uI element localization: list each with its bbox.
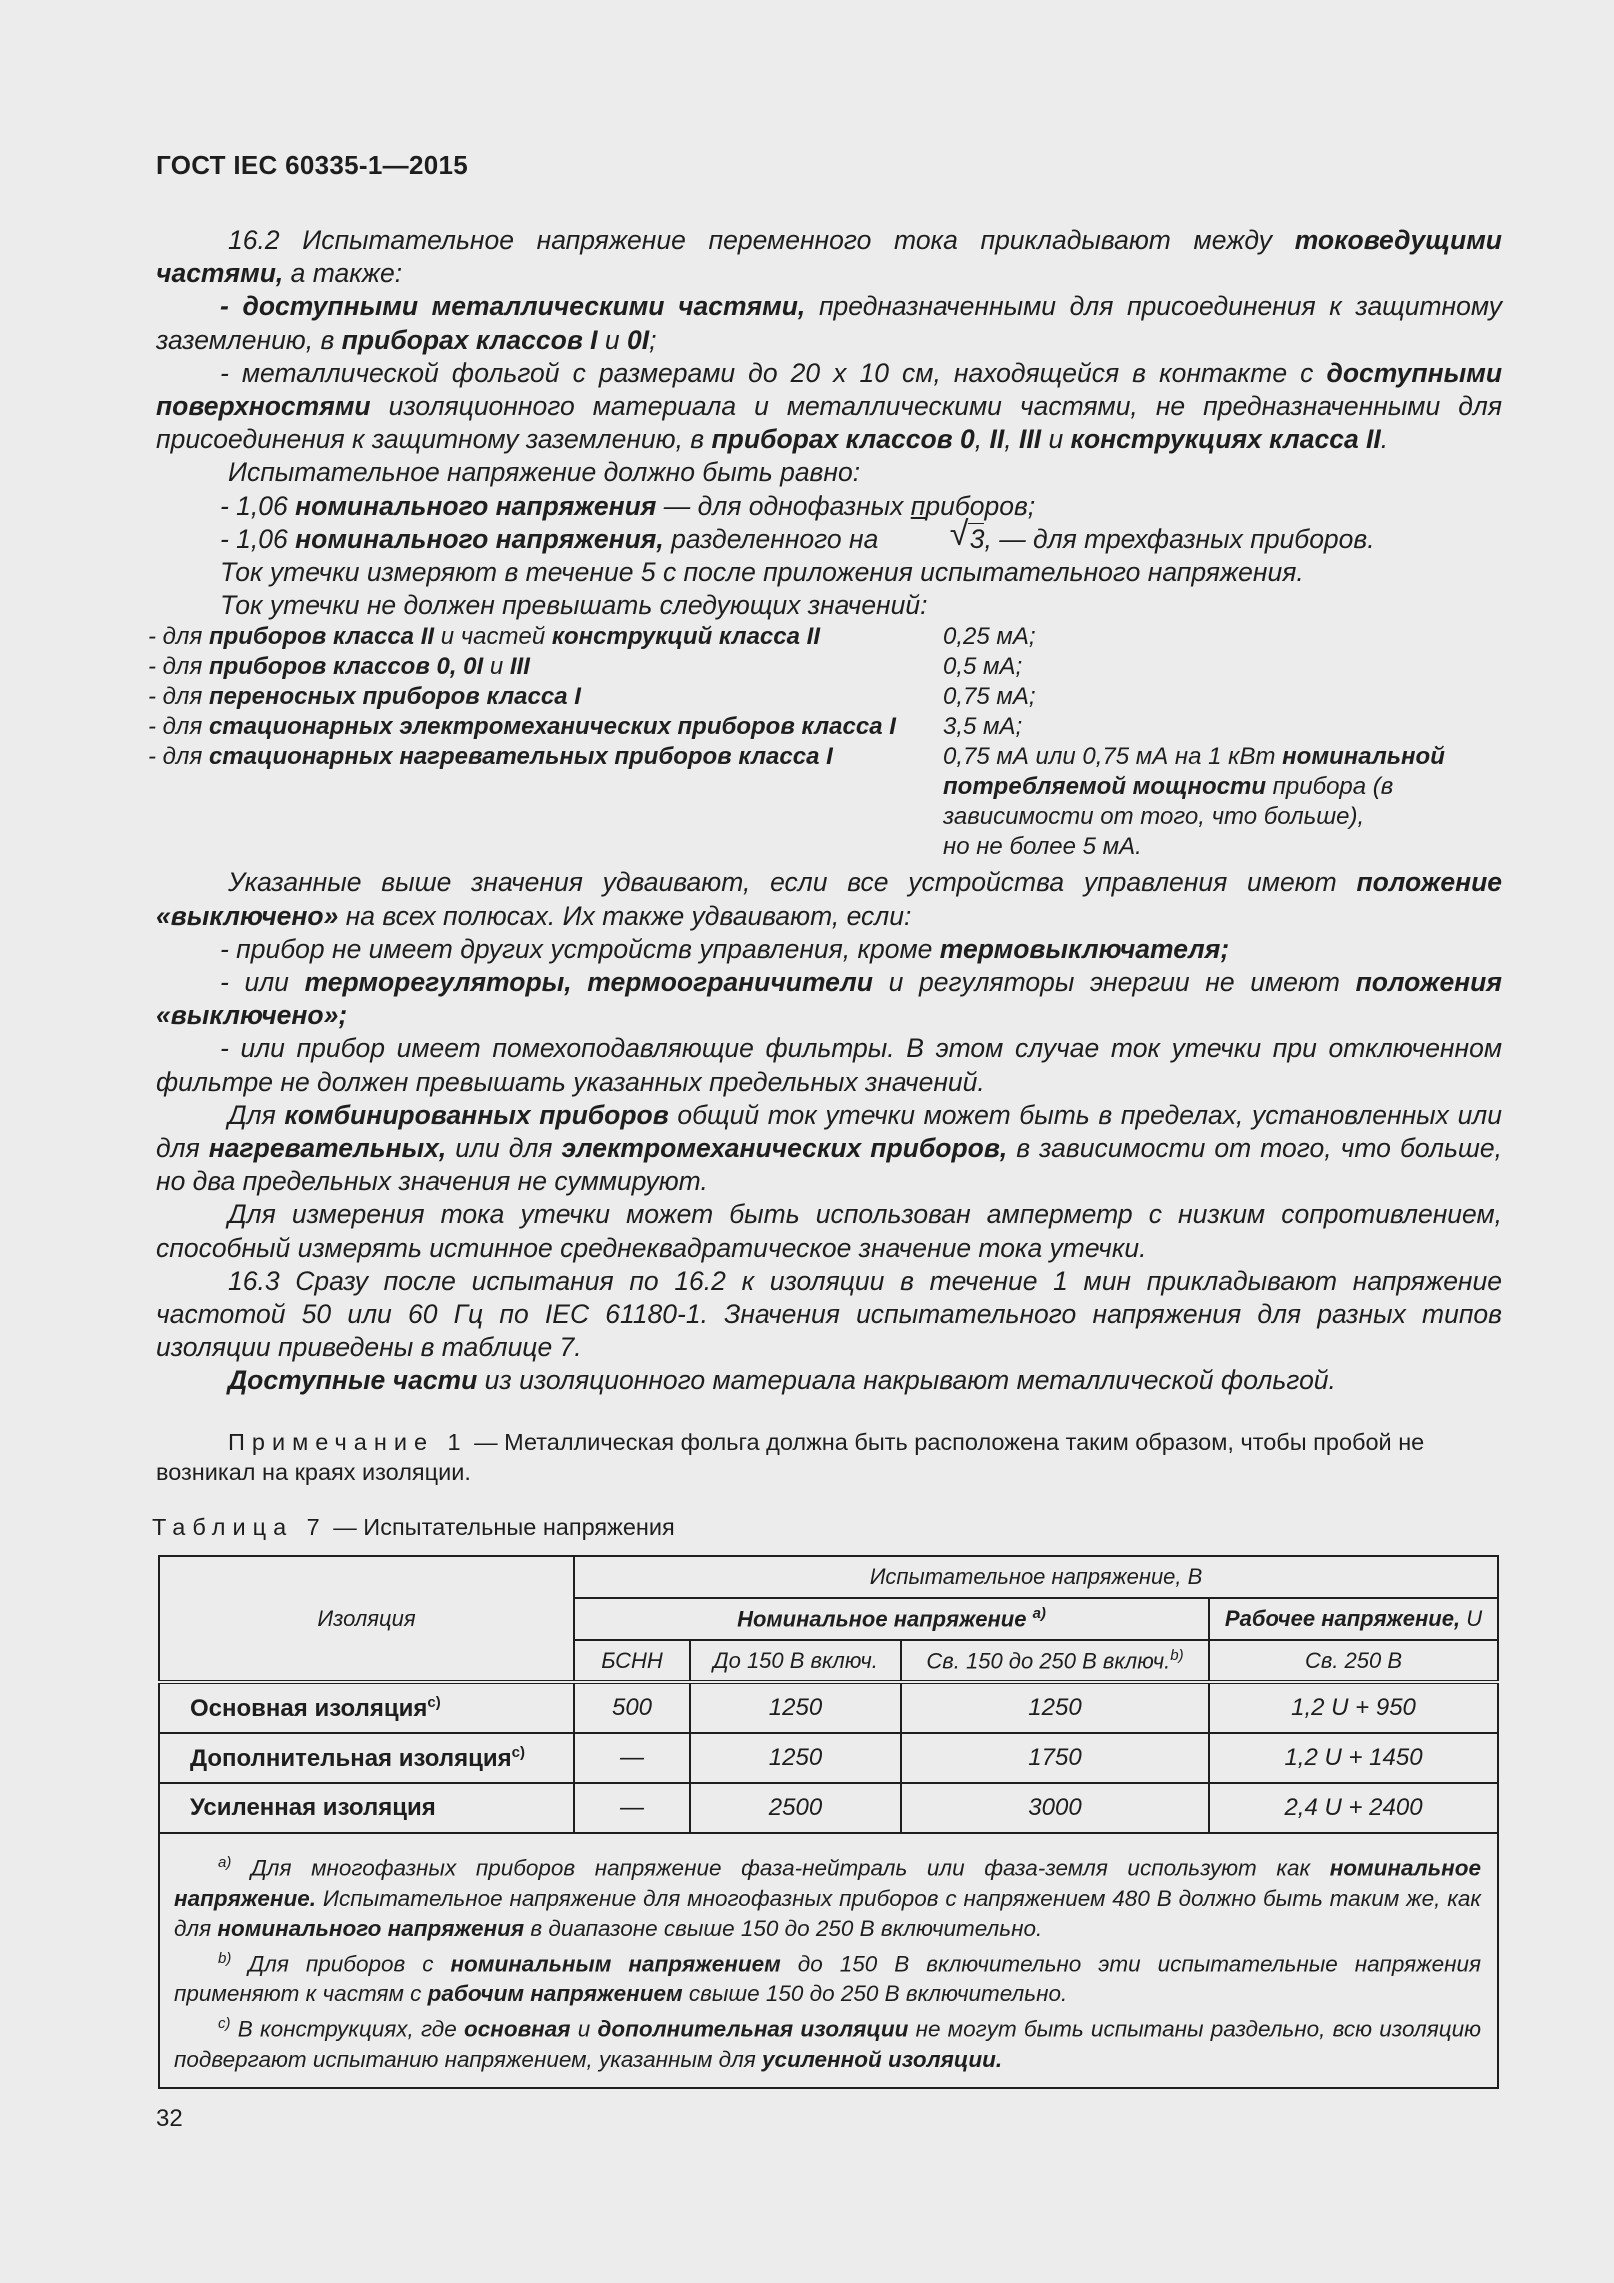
header-rated-voltage: Номинальное напряжение $^{а)}$: [574, 1598, 1209, 1640]
leakage-measure: Ток утечки измеряют в течение 5 с после приложения испытательного напряжения.: [220, 557, 1304, 588]
header-over-250: Св. 250 В: [1209, 1640, 1498, 1682]
standard-header: ГОСТ IEC 60335-1—2015: [156, 150, 468, 180]
limit-row: - для приборов классов 0, 0I и III 0,5 мА;: [148, 653, 1023, 681]
paragraph-16-2: 16.2 Испытательное напряжение переменного тока прикладывают между токоведущими частями, а также:: [156, 225, 1502, 289]
header-working-voltage: Рабочее напряжение, U: [1209, 1598, 1498, 1640]
voltage-three-phase: - 1,06 номинального напряжения, разделенного на √ 3, — для трехфазных приборов.: [156, 523, 1502, 556]
table-footnotes: [159, 1833, 1498, 2088]
voltage-intro: Испытательное напряжение должно быть равно:: [228, 457, 861, 488]
item-metal-foil: - металлической фольгой с размерами до 20 x 10 см, находящейся в контакте с доступными поверхностями изоляционного материала и металлическими частями, не предназначенными для присоединения к защитному заземлению, в приборах классов 0, II, III и конструкциях класса II.: [156, 357, 1502, 455]
header-selv: БСНН: [574, 1640, 690, 1682]
document-body: [148, 224, 1502, 1398]
voltage-single-phase: - 1,06 номинального напряжения — для однофазных приборов;: [220, 490, 1036, 521]
limit-row: - для приборов класса II и частей конструкций класса II 0,25 мА;: [148, 623, 1036, 651]
table-caption: Таблица 7 — Испытательные напряжения: [152, 1514, 675, 1540]
square-root: √ 3: [949, 514, 985, 554]
test-voltage-table: [158, 1555, 1499, 2089]
doubling-item-thermostats: - или терморегуляторы, термоограничители и регуляторы энергии не имеют положения «выключено»;: [156, 967, 1502, 1031]
limit-row: - для переносных приборов класса I 0,75 мА;: [148, 683, 1036, 711]
footnote-b: $^{b)}$ Для приборов с номинальным напряжением до 150 В включительно эти испытательные напряжения применяют к частям с рабочим напряжением свыше 150 до 250 В включительно.: [174, 1949, 1481, 2006]
item-accessible-metal: - доступными металлическими частями, предназначенными для присоединения к защитному заземлению, в приборах классов I и 0I;: [156, 291, 1502, 355]
header-150-to-250: Св. 150 до 250 В включ.$^{b)}$: [901, 1640, 1209, 1682]
limit-row: - для стационарных нагревательных приборов класса I 0,75 мА или 0,75 мА на 1 кВт номинальной потребляемой мощности прибора (в зависимости от того, что больше), но не более 5 мА.: [148, 743, 1445, 861]
paragraph-16-3: 16.3 Сразу после испытания по 16.2 к изоляции в течение 1 мин прикладывают напряжение частотой 50 или 60 Гц по IEC 61180-1. Значения испытательного напряжения для разных типов изоляции приведены в таблице 7.: [156, 1265, 1502, 1363]
header-insulation: Изоляция: [159, 1556, 574, 1682]
table-row: Дополнительная изоляция$^{c)}$ — 1250 1750 1,2 U + 1450: [159, 1733, 1498, 1783]
footnote-c: $^{c)}$ В конструкциях, где основная и дополнительная изоляции не могут быть испытаны раздельно, всю изоляцию подвергают испытанию напряжением, указанным для усиленной изоляции.: [174, 2015, 1482, 2072]
doubling-item-filters: - или прибор имеет помехоподавляющие фильтры. В этом случае ток утечки при отключенном фильтре не должен превышать указанных предельных значений.: [156, 1033, 1502, 1097]
leakage-limit-intro: Ток утечки не должен превышать следующих значений:: [220, 590, 928, 621]
table-row: Усиленная изоляция — 2500 3000 2,4 U + 2400: [159, 1783, 1498, 1833]
table-row: Основная изоляция$^{c)}$ 500 1250 1250 1,2 U + 950: [159, 1682, 1498, 1733]
combined-appliances-paragraph: Для комбинированных приборов общий ток утечки может быть в пределах, установленных или для нагревательных, или для электромеханических приборов, в зависимости от того, что больше, но два предельных значения не суммируют.: [156, 1099, 1502, 1197]
limit-row: - для стационарных электромеханических приборов класса I 3,5 мА;: [148, 713, 1023, 741]
ammeter-paragraph: Для измерения тока утечки может быть использован амперметр с низким сопротивлением, способный измерять истинное среднеквадратическое значение тока утечки.: [156, 1199, 1502, 1263]
doubling-paragraph: Указанные выше значения удваивают, если все устройства управления имеют положение «выключено» на всех полюсах. Их также удваивают, если:: [156, 867, 1502, 931]
page-number: 32: [156, 2105, 183, 2132]
note-1: Примечание 1 — Металлическая фольга должна быть расположена таким образом, чтобы пробой не возникал на краях изоляции.: [156, 1429, 1425, 1485]
foil-paragraph: Доступные части из изоляционного материала накрывают металлической фольгой.: [228, 1365, 1336, 1396]
leakage-limits-list: [148, 622, 1502, 862]
header-up-to-150: До 150 В включ.: [690, 1640, 901, 1682]
header-test-voltage: Испытательное напряжение, В: [574, 1556, 1498, 1598]
doubling-item-thermal-cutout: - прибор не имеет других устройств управления, кроме термовыключателя;: [220, 933, 1230, 964]
footnote-a: $^{а)}$ Для многофазных приборов напряжение фаза-нейтраль или фаза-земля используют как номинальное напряжение. Испытательное напряжение для многофазных приборов с напряжением 480 В должно быть таким же, как для номинального напряжения в диапазоне свыше 150 до 250 В включительно.: [174, 1854, 1482, 1941]
